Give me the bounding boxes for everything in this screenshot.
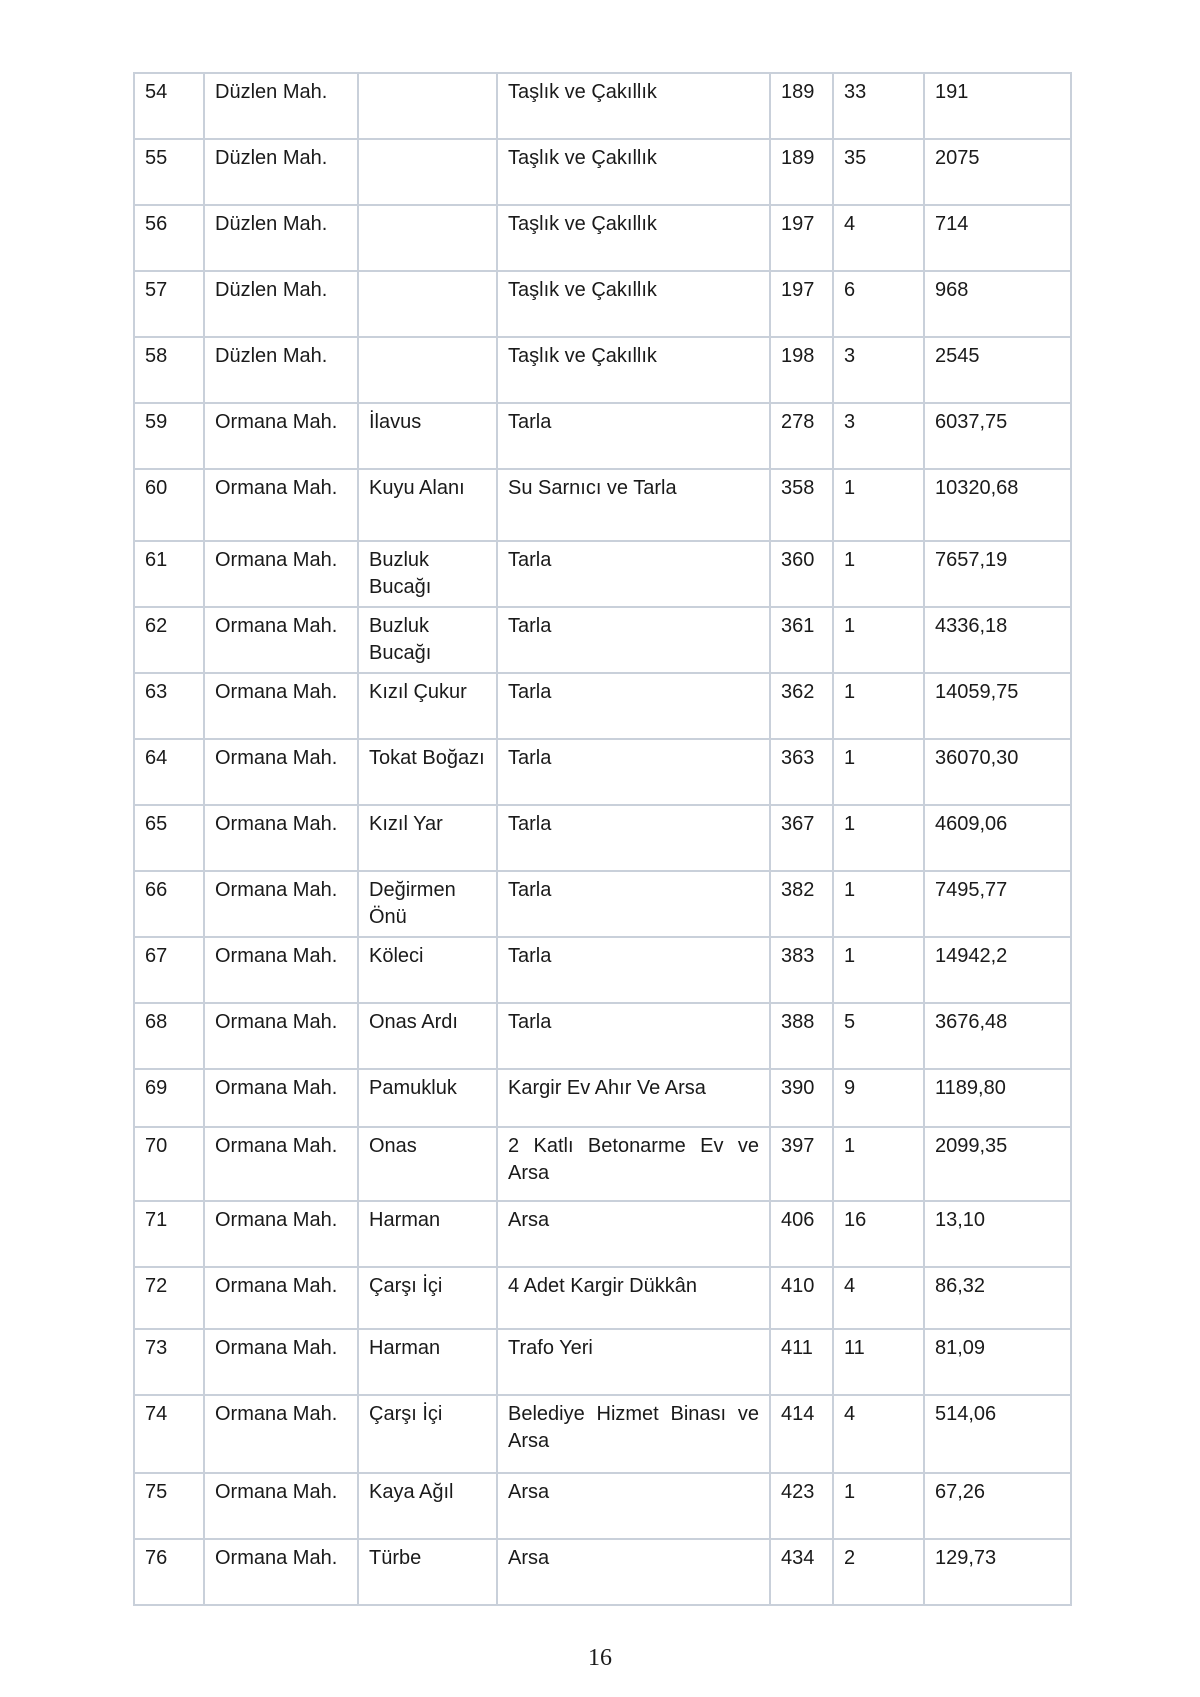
locality-cell: Harman <box>358 1201 497 1267</box>
property-type-cell: Taşlık ve Çakıllık <box>497 337 770 403</box>
block-number-cell: 388 <box>770 1003 833 1069</box>
table-row <box>134 937 1071 1003</box>
locality-cell <box>358 271 497 337</box>
parcel-number-cell: 1 <box>833 1473 924 1539</box>
neighborhood-cell: Ormana Mah. <box>204 739 358 805</box>
area-cell: 714 <box>924 205 1071 271</box>
row-number-cell: 72 <box>134 1267 204 1329</box>
row-number-cell: 58 <box>134 337 204 403</box>
table-row <box>134 1267 1071 1329</box>
row-number-cell: 54 <box>134 73 204 139</box>
neighborhood-cell: Düzlen Mah. <box>204 205 358 271</box>
property-type-cell: Belediye Hizmet Binası ve Arsa <box>497 1395 770 1473</box>
area-cell: 81,09 <box>924 1329 1071 1395</box>
locality-cell <box>358 205 497 271</box>
parcel-number-cell: 4 <box>833 205 924 271</box>
parcel-number-cell: 33 <box>833 73 924 139</box>
row-number-cell: 68 <box>134 1003 204 1069</box>
table-row <box>134 1069 1071 1127</box>
table-row <box>134 805 1071 871</box>
locality-cell: Buzluk Bucağı <box>358 541 497 607</box>
block-number-cell: 397 <box>770 1127 833 1201</box>
parcel-table-body <box>134 73 1071 1605</box>
parcel-number-cell: 1 <box>833 805 924 871</box>
property-type-cell: Tarla <box>497 607 770 673</box>
locality-cell: Buzluk Bucağı <box>358 607 497 673</box>
locality-cell: Pamukluk <box>358 1069 497 1127</box>
table-row <box>134 337 1071 403</box>
parcel-number-cell: 4 <box>833 1395 924 1473</box>
property-type-cell: Tarla <box>497 673 770 739</box>
property-type-cell: Trafo Yeri <box>497 1329 770 1395</box>
row-number-cell: 57 <box>134 271 204 337</box>
row-number-cell: 63 <box>134 673 204 739</box>
area-cell: 67,26 <box>924 1473 1071 1539</box>
area-cell: 7495,77 <box>924 871 1071 937</box>
area-cell: 2099,35 <box>924 1127 1071 1201</box>
neighborhood-cell: Ormana Mah. <box>204 1201 358 1267</box>
block-number-cell: 382 <box>770 871 833 937</box>
area-cell: 3676,48 <box>924 1003 1071 1069</box>
parcel-number-cell: 1 <box>833 607 924 673</box>
property-type-cell: Tarla <box>497 805 770 871</box>
property-type-cell: Tarla <box>497 1003 770 1069</box>
table-row <box>134 1003 1071 1069</box>
neighborhood-cell: Ormana Mah. <box>204 1329 358 1395</box>
block-number-cell: 434 <box>770 1539 833 1605</box>
area-cell: 129,73 <box>924 1539 1071 1605</box>
locality-cell: İlavus <box>358 403 497 469</box>
parcel-number-cell: 1 <box>833 541 924 607</box>
parcel-number-cell: 4 <box>833 1267 924 1329</box>
neighborhood-cell: Düzlen Mah. <box>204 271 358 337</box>
block-number-cell: 367 <box>770 805 833 871</box>
row-number-cell: 62 <box>134 607 204 673</box>
locality-cell: Köleci <box>358 937 497 1003</box>
area-cell: 14059,75 <box>924 673 1071 739</box>
neighborhood-cell: Ormana Mah. <box>204 871 358 937</box>
row-number-cell: 70 <box>134 1127 204 1201</box>
block-number-cell: 358 <box>770 469 833 541</box>
block-number-cell: 383 <box>770 937 833 1003</box>
neighborhood-cell: Düzlen Mah. <box>204 337 358 403</box>
block-number-cell: 361 <box>770 607 833 673</box>
parcel-number-cell: 1 <box>833 937 924 1003</box>
table-row <box>134 1473 1071 1539</box>
locality-cell: Kızıl Yar <box>358 805 497 871</box>
neighborhood-cell: Ormana Mah. <box>204 607 358 673</box>
locality-cell <box>358 73 497 139</box>
parcel-number-cell: 6 <box>833 271 924 337</box>
neighborhood-cell: Ormana Mah. <box>204 1267 358 1329</box>
row-number-cell: 75 <box>134 1473 204 1539</box>
block-number-cell: 197 <box>770 271 833 337</box>
area-cell: 4336,18 <box>924 607 1071 673</box>
area-cell: 36070,30 <box>924 739 1071 805</box>
area-cell: 191 <box>924 73 1071 139</box>
row-number-cell: 59 <box>134 403 204 469</box>
parcel-number-cell: 1 <box>833 871 924 937</box>
parcel-number-cell: 9 <box>833 1069 924 1127</box>
area-cell: 2545 <box>924 337 1071 403</box>
block-number-cell: 197 <box>770 205 833 271</box>
block-number-cell: 410 <box>770 1267 833 1329</box>
parcel-number-cell: 16 <box>833 1201 924 1267</box>
row-number-cell: 55 <box>134 139 204 205</box>
block-number-cell: 360 <box>770 541 833 607</box>
table-row <box>134 1127 1071 1201</box>
table-row <box>134 1329 1071 1395</box>
neighborhood-cell: Ormana Mah. <box>204 673 358 739</box>
neighborhood-cell: Düzlen Mah. <box>204 73 358 139</box>
table-row <box>134 541 1071 607</box>
block-number-cell: 198 <box>770 337 833 403</box>
locality-cell: Kuyu Alanı <box>358 469 497 541</box>
locality-cell <box>358 139 497 205</box>
neighborhood-cell: Ormana Mah. <box>204 1003 358 1069</box>
property-type-cell: Tarla <box>497 937 770 1003</box>
row-number-cell: 61 <box>134 541 204 607</box>
parcel-number-cell: 1 <box>833 673 924 739</box>
table-row <box>134 139 1071 205</box>
property-type-cell: Kargir Ev Ahır Ve Arsa <box>497 1069 770 1127</box>
neighborhood-cell: Ormana Mah. <box>204 469 358 541</box>
neighborhood-cell: Düzlen Mah. <box>204 139 358 205</box>
table-row <box>134 205 1071 271</box>
property-type-cell: Tarla <box>497 403 770 469</box>
table-row <box>134 271 1071 337</box>
table-row <box>134 607 1071 673</box>
block-number-cell: 414 <box>770 1395 833 1473</box>
table-row <box>134 673 1071 739</box>
neighborhood-cell: Ormana Mah. <box>204 805 358 871</box>
block-number-cell: 406 <box>770 1201 833 1267</box>
table-row <box>134 739 1071 805</box>
property-type-cell: 4 Adet Kargir Dükkân <box>497 1267 770 1329</box>
parcel-number-cell: 35 <box>833 139 924 205</box>
parcel-number-cell: 3 <box>833 403 924 469</box>
neighborhood-cell: Ormana Mah. <box>204 541 358 607</box>
locality-cell: Türbe <box>358 1539 497 1605</box>
neighborhood-cell: Ormana Mah. <box>204 1539 358 1605</box>
row-number-cell: 71 <box>134 1201 204 1267</box>
block-number-cell: 411 <box>770 1329 833 1395</box>
property-type-cell: Arsa <box>497 1539 770 1605</box>
property-type-cell: Arsa <box>497 1473 770 1539</box>
parcel-number-cell: 5 <box>833 1003 924 1069</box>
property-type-cell: Tarla <box>497 871 770 937</box>
property-type-cell: Taşlık ve Çakıllık <box>497 271 770 337</box>
locality-cell: Değirmen Önü <box>358 871 497 937</box>
locality-cell: Harman <box>358 1329 497 1395</box>
table-row <box>134 1395 1071 1473</box>
neighborhood-cell: Ormana Mah. <box>204 937 358 1003</box>
parcel-number-cell: 1 <box>833 739 924 805</box>
block-number-cell: 189 <box>770 73 833 139</box>
parcel-table <box>133 72 1072 1606</box>
property-type-cell: Tarla <box>497 739 770 805</box>
area-cell: 4609,06 <box>924 805 1071 871</box>
neighborhood-cell: Ormana Mah. <box>204 1395 358 1473</box>
area-cell: 86,32 <box>924 1267 1071 1329</box>
table-row <box>134 73 1071 139</box>
neighborhood-cell: Ormana Mah. <box>204 1473 358 1539</box>
row-number-cell: 76 <box>134 1539 204 1605</box>
page-number: 16 <box>588 1645 612 1671</box>
neighborhood-cell: Ormana Mah. <box>204 1127 358 1201</box>
row-number-cell: 74 <box>134 1395 204 1473</box>
area-cell: 1189,80 <box>924 1069 1071 1127</box>
row-number-cell: 56 <box>134 205 204 271</box>
row-number-cell: 60 <box>134 469 204 541</box>
area-cell: 14942,2 <box>924 937 1071 1003</box>
locality-cell: Onas Ardı <box>358 1003 497 1069</box>
area-cell: 6037,75 <box>924 403 1071 469</box>
property-type-cell: Taşlık ve Çakıllık <box>497 139 770 205</box>
table-row <box>134 1201 1071 1267</box>
locality-cell: Çarşı İçi <box>358 1267 497 1329</box>
locality-cell <box>358 337 497 403</box>
locality-cell: Kaya Ağıl <box>358 1473 497 1539</box>
parcel-number-cell: 2 <box>833 1539 924 1605</box>
property-type-cell: Taşlık ve Çakıllık <box>497 73 770 139</box>
table-row <box>134 469 1071 541</box>
row-number-cell: 65 <box>134 805 204 871</box>
table-row <box>134 403 1071 469</box>
table-row <box>134 871 1071 937</box>
row-number-cell: 66 <box>134 871 204 937</box>
locality-cell: Kızıl Çukur <box>358 673 497 739</box>
property-type-cell: Tarla <box>497 541 770 607</box>
locality-cell: Onas <box>358 1127 497 1201</box>
area-cell: 2075 <box>924 139 1071 205</box>
block-number-cell: 390 <box>770 1069 833 1127</box>
row-number-cell: 64 <box>134 739 204 805</box>
block-number-cell: 363 <box>770 739 833 805</box>
locality-cell: Çarşı İçi <box>358 1395 497 1473</box>
neighborhood-cell: Ormana Mah. <box>204 403 358 469</box>
parcel-number-cell: 1 <box>833 469 924 541</box>
parcel-number-cell: 11 <box>833 1329 924 1395</box>
table-row <box>134 1539 1071 1605</box>
block-number-cell: 423 <box>770 1473 833 1539</box>
property-type-cell: 2 Katlı Betonarme Ev ve Arsa <box>497 1127 770 1201</box>
row-number-cell: 73 <box>134 1329 204 1395</box>
property-type-cell: Su Sarnıcı ve Tarla <box>497 469 770 541</box>
area-cell: 10320,68 <box>924 469 1071 541</box>
row-number-cell: 69 <box>134 1069 204 1127</box>
area-cell: 7657,19 <box>924 541 1071 607</box>
locality-cell: Tokat Boğazı <box>358 739 497 805</box>
area-cell: 968 <box>924 271 1071 337</box>
property-type-cell: Arsa <box>497 1201 770 1267</box>
block-number-cell: 278 <box>770 403 833 469</box>
area-cell: 514,06 <box>924 1395 1071 1473</box>
row-number-cell: 67 <box>134 937 204 1003</box>
property-type-cell: Taşlık ve Çakıllık <box>497 205 770 271</box>
parcel-number-cell: 1 <box>833 1127 924 1201</box>
neighborhood-cell: Ormana Mah. <box>204 1069 358 1127</box>
block-number-cell: 362 <box>770 673 833 739</box>
parcel-number-cell: 3 <box>833 337 924 403</box>
block-number-cell: 189 <box>770 139 833 205</box>
area-cell: 13,10 <box>924 1201 1071 1267</box>
